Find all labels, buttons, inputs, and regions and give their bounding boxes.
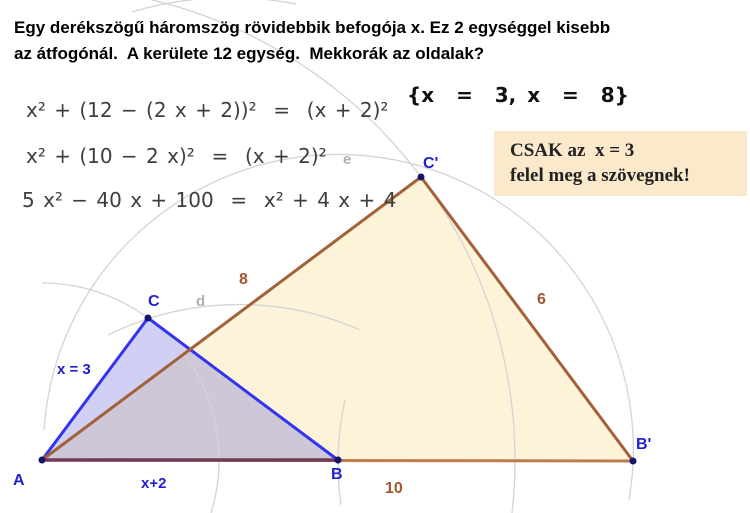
label-side-ac: x = 3: [57, 361, 91, 378]
note-box: [494, 131, 747, 196]
point-a-dot[interactable]: [39, 457, 46, 464]
label-circle-d: d: [196, 293, 206, 310]
label-point-c-prime: C': [423, 155, 439, 172]
equation-3: 5 x² − 40 x + 100 = x² + 4 x + 4: [22, 188, 397, 212]
note-line-1: CSAK az x = 3: [510, 140, 635, 161]
label-point-b-prime: B': [636, 436, 652, 453]
label-side-bb-prime: 10: [385, 480, 403, 497]
label-circle-e: e: [343, 151, 352, 168]
label-side-ab: x+2: [141, 475, 167, 492]
point-c-dot[interactable]: [145, 315, 152, 322]
point-b-dot[interactable]: [335, 457, 342, 464]
point-b-prime-dot[interactable]: [630, 458, 637, 465]
equation-2: x² + (10 − 2 x)² = (x + 2)²: [26, 144, 327, 168]
solution-set: {x = 3, x = 8}: [407, 83, 629, 107]
problem-title-line-2: az átfogónál. A kerülete 12 egység. Mekkorák az oldalak?: [14, 44, 485, 63]
arc-top-left: [132, 0, 296, 12]
equation-1: x² + (12 − (2 x + 2))² = (x + 2)²: [26, 98, 389, 122]
note-line-2: felel meg a szövegnek!: [510, 165, 690, 186]
point-c-prime-dot[interactable]: [418, 174, 425, 181]
label-point-c: C: [148, 293, 160, 310]
label-side-ac-prime: 8: [239, 271, 248, 288]
label-side-c-prime-b-prime: 6: [537, 291, 546, 308]
problem-title-line-1: Egy derékszögű háromszög rövidebbik befogója x. Ez 2 egységgel kisebb: [14, 18, 611, 37]
label-point-a: A: [13, 472, 25, 489]
label-point-b: B: [331, 466, 343, 483]
